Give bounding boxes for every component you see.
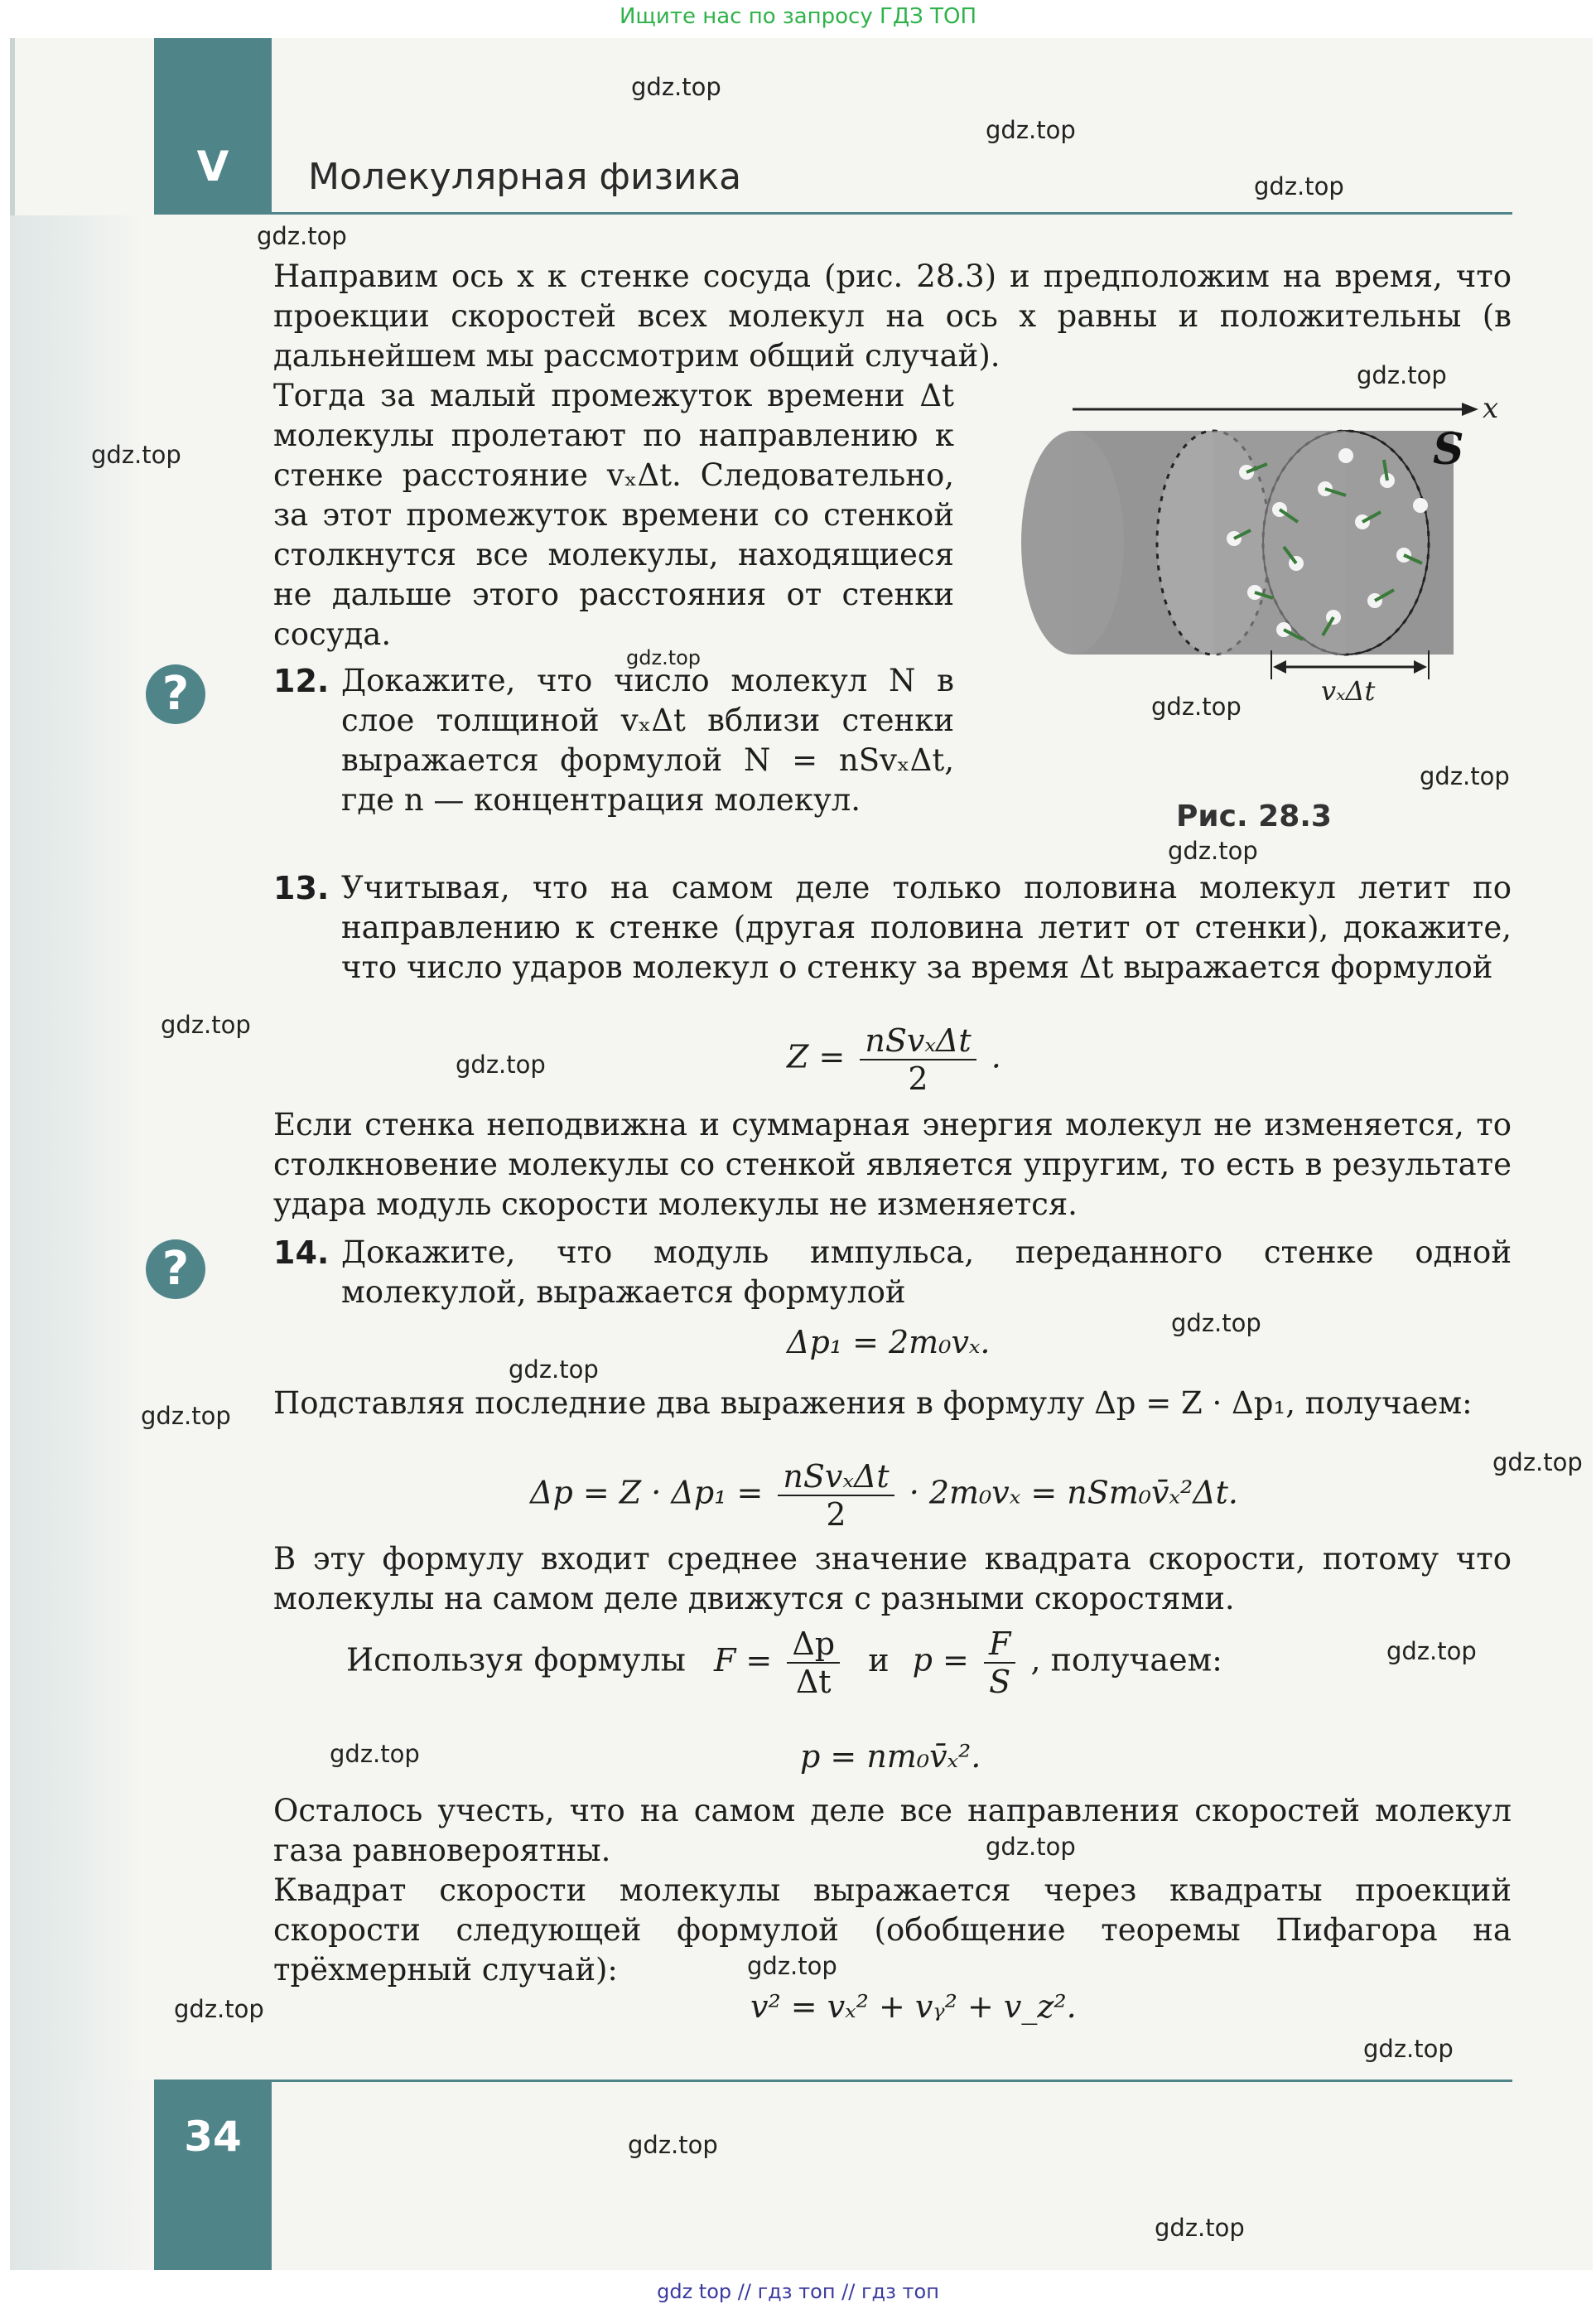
- chapter-tab: V: [154, 38, 272, 214]
- watermark: gdz.top: [509, 1355, 599, 1384]
- paragraph-pythagoras: Квадрат скорости молекулы выражается через квадраты проекций скорости следующей формулой (обобщение теоремы Пифагора на трёхмерный случай):: [273, 1872, 1512, 1988]
- formula-z: Z = $\frac{\text{nSvₓΔt}}{2}$ .: [787, 1022, 1001, 1097]
- x-axis-label: x: [1483, 398, 1499, 425]
- question-14-text: Докажите, что модуль импульса, переданного стенке одной молекулой, выражается формулой: [341, 1234, 1512, 1310]
- top-banner[interactable]: Ищите нас по запросу ГДЗ ТОП: [0, 0, 1596, 33]
- question-13-text: Учитывая, что на самом деле только половина молекул летит по направлению к стенке (другая половина летит от стенки), докажите, что число ударов молекул о стенку за время Δt выражается формулой: [341, 870, 1512, 985]
- watermark: gdz.top: [257, 222, 347, 250]
- watermark: gdz.top: [1386, 1637, 1477, 1665]
- watermark: gdz.top: [986, 116, 1076, 144]
- section-title: Молекулярная физика: [308, 156, 742, 198]
- paragraph-intro: Направим ось x к стенке сосуда (рис. 28.3) и предположим на время, что проекции скоростей всех молекул на ось x равны и положительны (в дальнейшем мы рассмотрим общий случай).: [273, 258, 1512, 374]
- paragraph-substitute: Подставляя последние два выражения в формулу Δp = Z · Δp₁, получаем:: [273, 1385, 1473, 1421]
- formula-line-using: Используя формулы F = $\frac{\Delta p}{\Delta t}$ и p = $\frac{F}{S}$ , получаем:: [346, 1625, 1222, 1700]
- question-13-number: 13.: [273, 870, 330, 906]
- paragraph-equiprobable: Осталось учесть, что на самом деле все направления скоростей молекул газа равновероятны.: [273, 1793, 1512, 1868]
- bottom-banner[interactable]: gdz top // гдз топ // гдз топ: [0, 2277, 1596, 2309]
- question-icon: ?: [146, 1239, 205, 1299]
- surface-label: S: [1433, 424, 1464, 475]
- watermark: gdz.top: [1151, 693, 1242, 721]
- watermark: gdz.top: [141, 1402, 231, 1430]
- paragraph-elastic: Если стенка неподвижна и суммарная энергия молекул не изменяется, то столкновение молекулы со стенкой является упругим, то есть в результате удара модуль скорости молекулы не изменяется.: [273, 1107, 1512, 1222]
- figure-caption: Рис. 28.3: [1176, 799, 1332, 833]
- formula-pressure: p = nm₀v̄ₓ².: [800, 1738, 981, 1775]
- watermark: gdz.top: [1168, 837, 1258, 865]
- page-number: 34: [154, 2081, 272, 2270]
- watermark: gdz.top: [91, 441, 181, 469]
- question-icon: ?: [146, 664, 205, 724]
- question-12-number: 12.: [273, 663, 330, 699]
- watermark: gdz.top: [1254, 172, 1344, 200]
- watermark: gdz.top: [456, 1051, 546, 1079]
- distance-label: vₓΔt: [1321, 675, 1376, 707]
- watermark: gdz.top: [174, 1995, 264, 2023]
- header-rule: [154, 212, 1512, 215]
- watermark: gdz.top: [626, 646, 702, 669]
- watermark: gdz.top: [747, 1952, 837, 1980]
- watermark: gdz.top: [1420, 762, 1510, 790]
- x-axis-arrow-icon: [1462, 403, 1478, 416]
- watermark: gdz.top: [986, 1833, 1076, 1861]
- watermark: gdz.top: [1363, 2035, 1454, 2063]
- watermark: gdz.top: [1155, 2214, 1245, 2242]
- watermark: gdz.top: [161, 1011, 251, 1039]
- paragraph-mean-square: В эту формулу входит среднее значение квадрата скорости, потому что молекулы на самом деле движутся с разными скоростями.: [273, 1541, 1512, 1616]
- paragraph-interval: Тогда за малый промежуток времени Δt молекулы пролетают по направлению к стенке расстояние vₓΔt. Следовательно, за этот промежуток времени со стенкой столкнутся все молекулы, находящиеся не дальше этого расстояния от стенки сосуда.: [273, 378, 954, 652]
- watermark: gdz.top: [631, 73, 721, 101]
- watermark: gdz.top: [330, 1740, 420, 1768]
- formula-dp: Δp = Z · Δp₁ = $\frac{\text{nSvₓΔt}}{2}$ · 2m₀vₓ = nSm₀v̄ₓ²Δt.: [530, 1458, 1239, 1533]
- watermark: gdz.top: [1357, 361, 1447, 389]
- margin-strip-bottom: [10, 2080, 151, 2270]
- question-14-number: 14.: [273, 1234, 330, 1271]
- watermark: gdz.top: [628, 2131, 718, 2159]
- watermark: gdz.top: [1171, 1309, 1261, 1337]
- formula-dp1: Δp₁ = 2m₀vₓ.: [787, 1324, 991, 1360]
- formula-pythagoras: v² = vₓ² + vᵧ² + v_z².: [750, 1988, 1077, 2025]
- footer-rule: [154, 2080, 1512, 2082]
- question-12-text: Докажите, что число молекул N в слое толщиной vₓΔt вблизи стенки выражается формулой N = nSvₓΔt, где n — концентрация молекул.: [341, 663, 954, 818]
- figure-cylinder: [998, 398, 1528, 787]
- margin-strip: [10, 215, 141, 2080]
- watermark: gdz.top: [1492, 1448, 1583, 1476]
